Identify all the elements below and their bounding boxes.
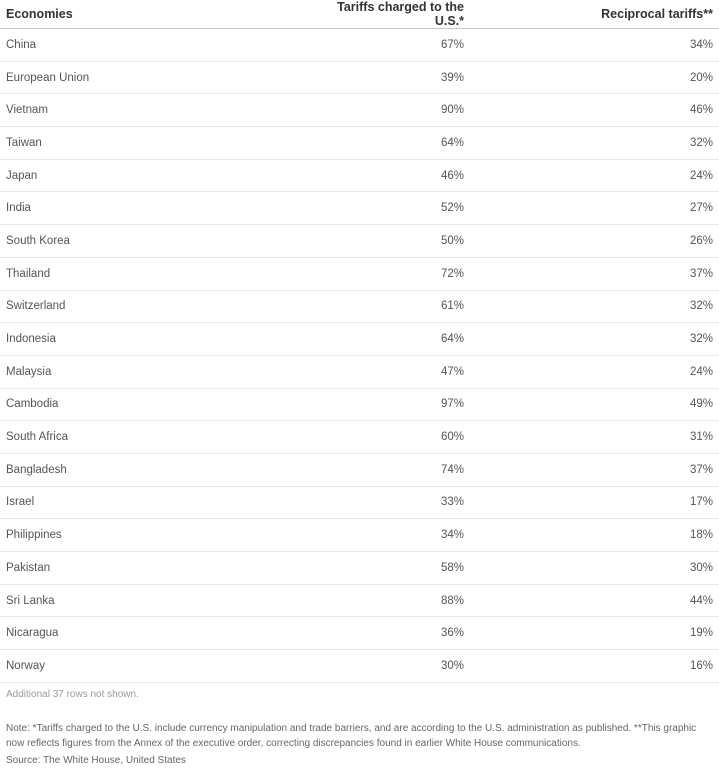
cell-tariff-charged: 39% [300,61,470,94]
cell-tariff-charged: 64% [300,323,470,356]
cell-economy: South Africa [0,421,300,454]
cell-tariff-charged: 60% [300,421,470,454]
table-body [0,29,719,683]
cell-tariff-charged: 46% [300,159,470,192]
cell-tariff-charged: 58% [300,552,470,585]
cell-reciprocal-tariff: 37% [470,257,719,290]
cell-economy: India [0,192,300,225]
column-header-economies[interactable]: Economies [0,0,300,29]
table-row [0,192,719,225]
cell-economy: Bangladesh [0,453,300,486]
cell-economy: European Union [0,61,300,94]
cell-economy: Vietnam [0,94,300,127]
cell-economy: Taiwan [0,127,300,160]
table-row [0,453,719,486]
cell-reciprocal-tariff: 46% [470,94,719,127]
table-row [0,388,719,421]
cell-tariff-charged: 50% [300,225,470,258]
cell-reciprocal-tariff: 30% [470,552,719,585]
footnote: Note: *Tariffs charged to the U.S. include currency manipulation and trade barriers, and are according to the U.S. administration as published. **This graphic now reflects figures from the Annex of the executive order, correcting discrepancies found in earlier White House communications. [6,723,697,749]
table-row [0,257,719,290]
table-row [0,355,719,388]
cell-reciprocal-tariff: 31% [470,421,719,454]
cell-tariff-charged: 61% [300,290,470,323]
cell-reciprocal-tariff: 32% [470,127,719,160]
cell-economy: Norway [0,650,300,683]
table-row [0,650,719,683]
table-header-row [0,0,719,29]
cell-economy: South Korea [0,225,300,258]
table-row [0,159,719,192]
cell-reciprocal-tariff: 49% [470,388,719,421]
table-row [0,29,719,62]
table-row [0,552,719,585]
cell-tariff-charged: 47% [300,355,470,388]
cell-economy: Malaysia [0,355,300,388]
cell-economy: China [0,29,300,62]
cell-economy: Japan [0,159,300,192]
cell-tariff-charged: 74% [300,453,470,486]
source-line: Source: The White House, United States [6,755,186,766]
cell-reciprocal-tariff: 32% [470,323,719,356]
table-row [0,225,719,258]
cell-reciprocal-tariff: 27% [470,192,719,225]
table-row [0,584,719,617]
cell-economy: Switzerland [0,290,300,323]
cell-economy: Sri Lanka [0,584,300,617]
cell-reciprocal-tariff: 19% [470,617,719,650]
table-row [0,617,719,650]
cell-tariff-charged: 97% [300,388,470,421]
cell-tariff-charged: 33% [300,486,470,519]
cell-reciprocal-tariff: 20% [470,61,719,94]
cell-economy: Cambodia [0,388,300,421]
table-row [0,61,719,94]
column-header-tariffs-charged[interactable]: Tariffs charged to the U.S.* [300,0,470,29]
cell-reciprocal-tariff: 24% [470,159,719,192]
cell-economy: Indonesia [0,323,300,356]
cell-tariff-charged: 52% [300,192,470,225]
cell-reciprocal-tariff: 32% [470,290,719,323]
more-rows-note: Additional 37 rows not shown. [6,689,139,700]
cell-economy: Thailand [0,257,300,290]
cell-reciprocal-tariff: 37% [470,453,719,486]
cell-reciprocal-tariff: 34% [470,29,719,62]
cell-reciprocal-tariff: 17% [470,486,719,519]
cell-economy: Philippines [0,519,300,552]
cell-tariff-charged: 72% [300,257,470,290]
table-row [0,421,719,454]
cell-tariff-charged: 34% [300,519,470,552]
cell-economy: Nicaragua [0,617,300,650]
cell-reciprocal-tariff: 26% [470,225,719,258]
column-header-reciprocal-tariffs[interactable]: Reciprocal tariffs** [470,0,719,29]
table-row [0,127,719,160]
cell-tariff-charged: 30% [300,650,470,683]
cell-tariff-charged: 64% [300,127,470,160]
cell-reciprocal-tariff: 18% [470,519,719,552]
table-row [0,519,719,552]
cell-economy: Israel [0,486,300,519]
cell-reciprocal-tariff: 44% [470,584,719,617]
cell-tariff-charged: 36% [300,617,470,650]
cell-economy: Pakistan [0,552,300,585]
table-row [0,290,719,323]
cell-reciprocal-tariff: 24% [470,355,719,388]
table-row [0,323,719,356]
table-row [0,486,719,519]
cell-tariff-charged: 90% [300,94,470,127]
cell-tariff-charged: 88% [300,584,470,617]
cell-tariff-charged: 67% [300,29,470,62]
table-row [0,94,719,127]
cell-reciprocal-tariff: 16% [470,650,719,683]
